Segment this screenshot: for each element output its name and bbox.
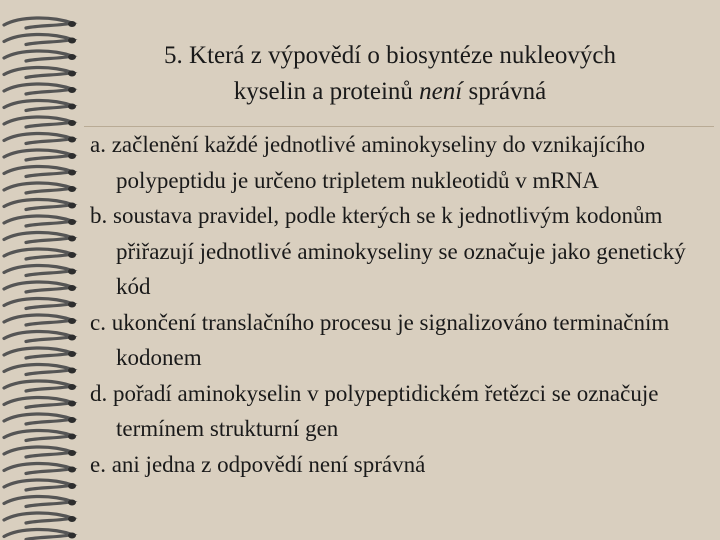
binding-hole: [68, 285, 76, 291]
binding-hole: [68, 269, 76, 275]
binding-ring: [4, 513, 72, 523]
title-text: kyselin a proteinů: [233, 78, 420, 105]
binding-hole: [68, 467, 76, 473]
binding-hole: [68, 384, 76, 390]
answer-a: a. začlenění každé jednotlivé aminokyseliny do vznikajícího polypeptidu je určeno tripletem nukleotidů v mRNA: [90, 132, 645, 193]
binding-ring: [4, 480, 72, 490]
binding-hole: [68, 252, 76, 258]
binding-ring: [4, 18, 72, 28]
binding-ring: [4, 166, 72, 176]
answer-e: e. ani jedna z odpovědí není správná: [90, 451, 426, 477]
binding-hole: [68, 104, 76, 110]
binding-hole: [68, 368, 76, 374]
title-text-end: správná: [462, 78, 547, 105]
binding-hole: [68, 38, 76, 44]
binding-ring: [4, 348, 72, 358]
binding-hole: [68, 417, 76, 423]
binding-ring: [4, 51, 72, 61]
binding-hole: [68, 203, 76, 209]
binding-ring: [4, 447, 72, 457]
binding-ring: [4, 249, 72, 259]
binding-ring: [4, 282, 72, 292]
binding-hole: [68, 236, 76, 242]
binding-ring: [4, 331, 72, 341]
binding-rings: [4, 18, 76, 540]
binding-ring: [4, 298, 72, 308]
binding-ring: [4, 183, 72, 193]
binding-ring: [4, 529, 72, 539]
binding-hole: [68, 318, 76, 324]
binding-ring: [4, 414, 72, 424]
binding-hole: [68, 87, 76, 93]
binding-hole: [68, 21, 76, 27]
answer-b: b. soustava pravidel, podle kterých se k jednotlivým kodonům přiřazují jednotlivé aminokyseliny se označuje jako genetický kód: [90, 203, 686, 299]
title-emphasis: není: [419, 78, 463, 105]
binding-hole: [68, 71, 76, 77]
binding-hole: [68, 219, 76, 225]
binding-ring: [4, 84, 72, 94]
binding-ring: [4, 232, 72, 242]
answer-c: c. ukončení translačního procesu je signalizováno terminačním kodonem: [90, 309, 670, 370]
slide-title: [80, 38, 700, 110]
binding-ring: [4, 150, 72, 160]
binding-hole: [68, 434, 76, 440]
binding-hole: [68, 401, 76, 407]
binding-hole: [68, 351, 76, 357]
binding-ring: [4, 496, 72, 506]
binding-ring: [4, 199, 72, 209]
binding-hole: [68, 170, 76, 176]
answer-d: d. pořadí aminokyselin v polypeptidickém řetězci se označuje termínem strukturní gen: [90, 380, 659, 441]
binding-hole: [68, 500, 76, 506]
binding-hole: [68, 302, 76, 308]
binding-ring: [4, 315, 72, 325]
binding-hole: [68, 335, 76, 341]
binding-hole: [68, 533, 76, 539]
binding-ring: [4, 364, 72, 374]
binding-ring: [4, 381, 72, 391]
binding-ring: [4, 430, 72, 440]
binding-hole: [68, 153, 76, 159]
binding-hole: [68, 186, 76, 192]
binding-ring: [4, 117, 72, 127]
spiral-binding: [0, 0, 80, 540]
binding-ring: [4, 133, 72, 143]
title-line-1: 5. Která z výpovědí o biosyntéze nukleových: [164, 42, 616, 69]
binding-hole: [68, 54, 76, 60]
binding-ring: [4, 397, 72, 407]
binding-hole: [68, 120, 76, 126]
binding-hole: [68, 450, 76, 456]
binding-ring: [4, 34, 72, 44]
binding-ring: [4, 265, 72, 275]
binding-ring: [4, 100, 72, 110]
answer-list: [90, 127, 710, 482]
binding-hole: [68, 516, 76, 522]
title-line-2: [80, 74, 700, 110]
binding-ring: [4, 67, 72, 77]
binding-hole: [68, 483, 76, 489]
binding-ring: [4, 463, 72, 473]
binding-ring: [4, 216, 72, 226]
binding-hole: [68, 137, 76, 143]
